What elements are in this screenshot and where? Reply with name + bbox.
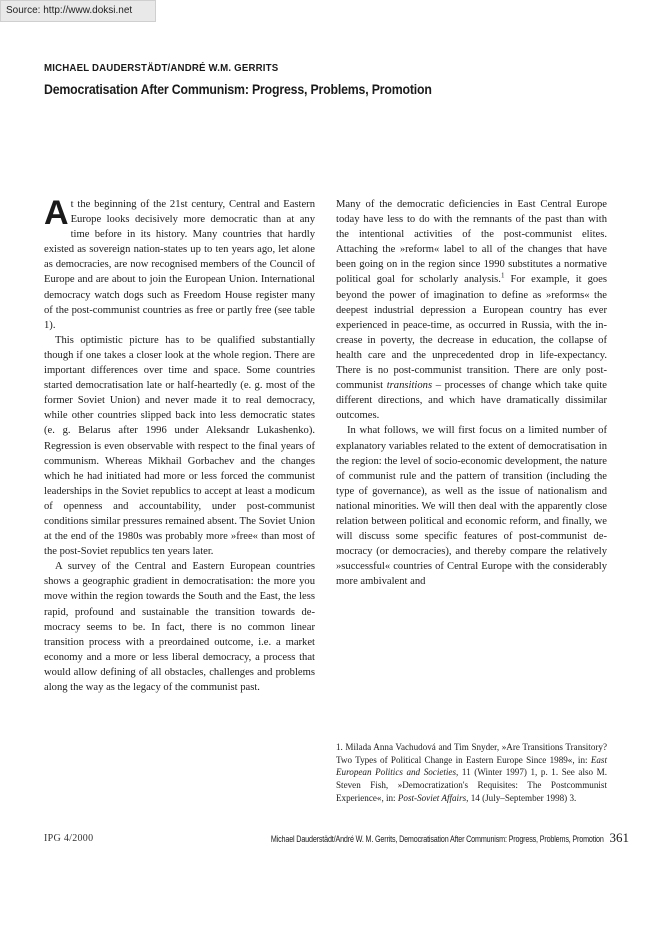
footnote-journal-1: East European Politics and Societies, — [336, 754, 607, 778]
running-title: Michael Dauderstädt/André W. M. Gerrits, Democratisation After Communism: Progress, Problems, Promotion — [270, 834, 604, 844]
paragraph-2: This optimistic picture has to be qualified substantially though if one takes a closer look at the whole region. There are important differences over time and space. Some countries started democratisation late or half-heartedly (e. g. most of the former Soviet Union) and never made it to real democracy, while other countries slipped back into less democratic states (e. g. Belarus after 1996 under Aleksandr Lukashenko). Regression is even observable with respect to the final years of communism. Whereas Mikhail Gorbachev and the changes which he had initiated had more or less forced the communist leaderships in the Soviet republics to accept at least a modicum of openness and accountability, under post-communist conditions similar pressures remained absent. The Soviet Union at the end of the 1980s was probably more »free« than most of the post-Soviet republics ten years later. — [44, 334, 315, 558]
footnote-journal-2: Post-Soviet Affairs, — [397, 792, 469, 803]
paragraph-1 — [44, 194, 315, 333]
paragraph-4-text-b: For example, it goes beyond the power of imagination to define as »reforms« the deepest industrial depression a European country has ever experienced in peace-time, as occurred in Russia, with the increase in poverty, the decrease in education, the collapse of health care and the unprecedented drop in life-expectancy. There is no post-communist transition. There are only post-communist — [336, 274, 607, 392]
page-number: 361 — [609, 830, 629, 845]
left-column — [44, 194, 315, 695]
paragraph-3: A survey of the Central and Eastern European countries shows a geographic gradient in democratisation: the more you move within the region towards the South and the East, the less rapid, profound and sustainable the transition towards democracy seems to be. In fact, there is no common linear transition process with a preordained outcome, i.e. a market economy and a more or less liberal democracy, a process that would allow defining of all obstacles, challenges and problems along the way as the legacy of the communist past. — [44, 561, 315, 693]
paragraph-4 — [336, 197, 607, 423]
paragraph-5: In what follows, we will first focus on a limited number of explanatory variables related to the extent of democratisation in the region: the level of socio-economic development, the nature of communist rule and the pattern of transition (including the type of governance), as well as the issue of nationalism and national minorities. We will then deal with the apparently close relation between political and economic reform, and finally, we will discuss some specific features of post-communist democracy (or democracies), and thereby compare the relatively »successful« countries of Central Europe with the considerably more ambivalent and — [336, 425, 607, 588]
paragraph-4-text-a: Many of the democratic deficiencies in East Central Europe today have less to do with the remnants of the past than with the intentional activities of the post-communist elites. Attaching the »reform« label to all of the changes that have been going on in the region since 1990 substitutes a normative political goal for scholarly analysis. — [336, 199, 607, 286]
paragraph-4-text-c: – processes of change which take quite different directions, and which have dramatically dissimilar outcomes. — [336, 380, 607, 422]
footnote-text-c: 14 (July–September 1998) 3. — [468, 792, 577, 803]
paragraph-1-text: t the beginning of the 21st century, Central and Eastern Europe looks decisively more democratic than at any time before in its history. Many countries that hardly existed as sovereign nation-states up to ten years ago, let alone as democracies, are now recognised members of the Council of Europe and are about to join the European Union. International democracy watch dogs such as Freedom House register many of the post-communist countries as free or partly free (see table 1). — [44, 199, 315, 331]
emphasis-transitions: transitions — [386, 380, 433, 392]
right-column — [336, 197, 607, 589]
footnote — [336, 741, 607, 805]
issue-label: IPG 4/2000 — [44, 833, 94, 844]
article-authors: MICHAEL DAUDERSTÄDT/ANDRÉ W.M. GERRITS — [44, 62, 279, 74]
drop-cap: A — [44, 194, 69, 232]
footnote-ref: 1 — [500, 271, 505, 280]
article-title: Democratisation After Communism: Progress, Problems, Promotion — [44, 81, 432, 97]
footnote-1 — [336, 741, 607, 805]
footnote-text-a: 1. Milada Anna Vachudová and Tim Snyder, »Are Transitions Transitory? Two Types of Political Change in Eastern Europe Since 1989«, in: — [336, 742, 607, 765]
footnote-text-b: 11 (Winter 1997) 1, p. 1. See also M. Steven Fish, »Democratization's Requisites: The Postcommunist Experience«, in: — [336, 767, 607, 803]
page-footer — [177, 830, 629, 846]
source-label: Source: http://www.doksi.net — [0, 0, 156, 22]
